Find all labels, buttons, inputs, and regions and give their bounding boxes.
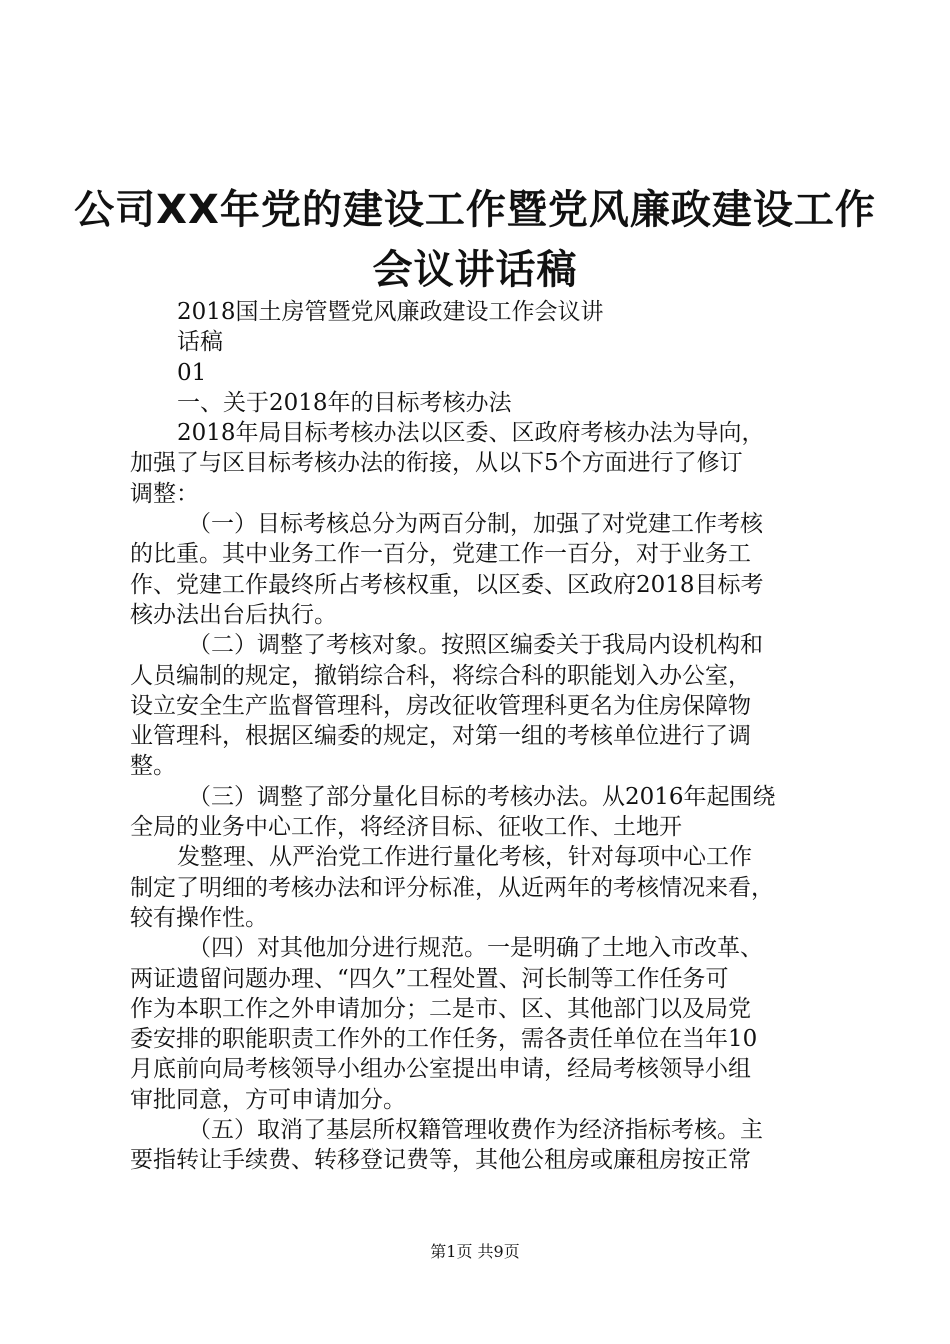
document-title-line-1: 公司XX年党的建设工作暨党风廉政建设工作 xyxy=(74,187,876,233)
body-line: 调整： xyxy=(130,480,199,507)
body-line: 01 xyxy=(177,359,207,386)
body-line: 较有操作性。 xyxy=(130,904,268,931)
page-footer: 第1页 共9页 xyxy=(430,1242,520,1261)
body-line: 委安排的职能职责工作外的工作任务，需各责任单位在当年10 xyxy=(130,1026,758,1053)
body-line: 作、党建工作最终所占考核权重，以区委、区政府2018目标考 xyxy=(130,571,764,598)
body-line: （二）调整了考核对象。按照区编委关于我局内设机构和 xyxy=(188,632,763,659)
body-line: 人员编制的规定，撤销综合科，将综合科的职能划入办公室， xyxy=(130,662,751,689)
body-line: 2018国土房管暨党风廉政建设工作会议讲 xyxy=(177,299,604,325)
body-line: 设立安全生产监督管理科，房改征收管理科更名为住房保障物 xyxy=(130,692,751,719)
document-title-line-2: 会议讲话稿 xyxy=(372,247,578,293)
document-body xyxy=(130,297,830,1176)
body-line: 加强了与区目标考核办法的衔接，从以下5个方面进行了修订 xyxy=(130,450,743,477)
body-line: 话稿 xyxy=(177,329,223,356)
body-line: （四）对其他加分进行规范。一是明确了土地入市改革、 xyxy=(188,935,763,962)
body-line: 全局的业务中心工作，将经济目标、征收工作、土地开 xyxy=(130,814,682,841)
body-line: 作为本职工作之外申请加分；二是市、区、其他部门以及局党 xyxy=(130,995,751,1022)
body-line: （一）目标考核总分为两百分制，加强了对党建工作考核 xyxy=(188,511,763,538)
body-line: 审批同意，方可申请加分。 xyxy=(130,1086,406,1113)
body-line: 要指转让手续费、转移登记费等，其他公租房或廉租房按正常 xyxy=(130,1147,751,1174)
body-line: 核办法出台后执行。 xyxy=(130,601,337,628)
body-line: 两证遗留问题办理、“四久”工程处置、河长制等工作任务可 xyxy=(130,965,729,992)
body-line: （五）取消了基层所权籍管理收费作为经济指标考核。主 xyxy=(188,1117,763,1144)
body-line: 2018年局目标考核办法以区委、区政府考核办法为导向， xyxy=(177,420,765,447)
body-line: 业管理科，根据区编委的规定，对第一组的考核单位进行了调 xyxy=(130,723,751,750)
body-line: 月底前向局考核领导小组办公室提出申请，经局考核领导小组 xyxy=(130,1056,751,1083)
body-line: 发整理、从严治党工作进行量化考核，针对每项中心工作 xyxy=(177,844,752,871)
body-line: （三）调整了部分量化目标的考核办法。从2016年起围绕 xyxy=(188,783,776,810)
body-line: 一、关于2018年的目标考核办法 xyxy=(177,389,512,416)
body-line: 的比重。其中业务工作一百分，党建工作一百分，对于业务工 xyxy=(130,541,751,568)
body-line: 制定了明细的考核办法和评分标准，从近两年的考核情况来看， xyxy=(130,874,774,901)
body-line: 整。 xyxy=(130,753,176,780)
